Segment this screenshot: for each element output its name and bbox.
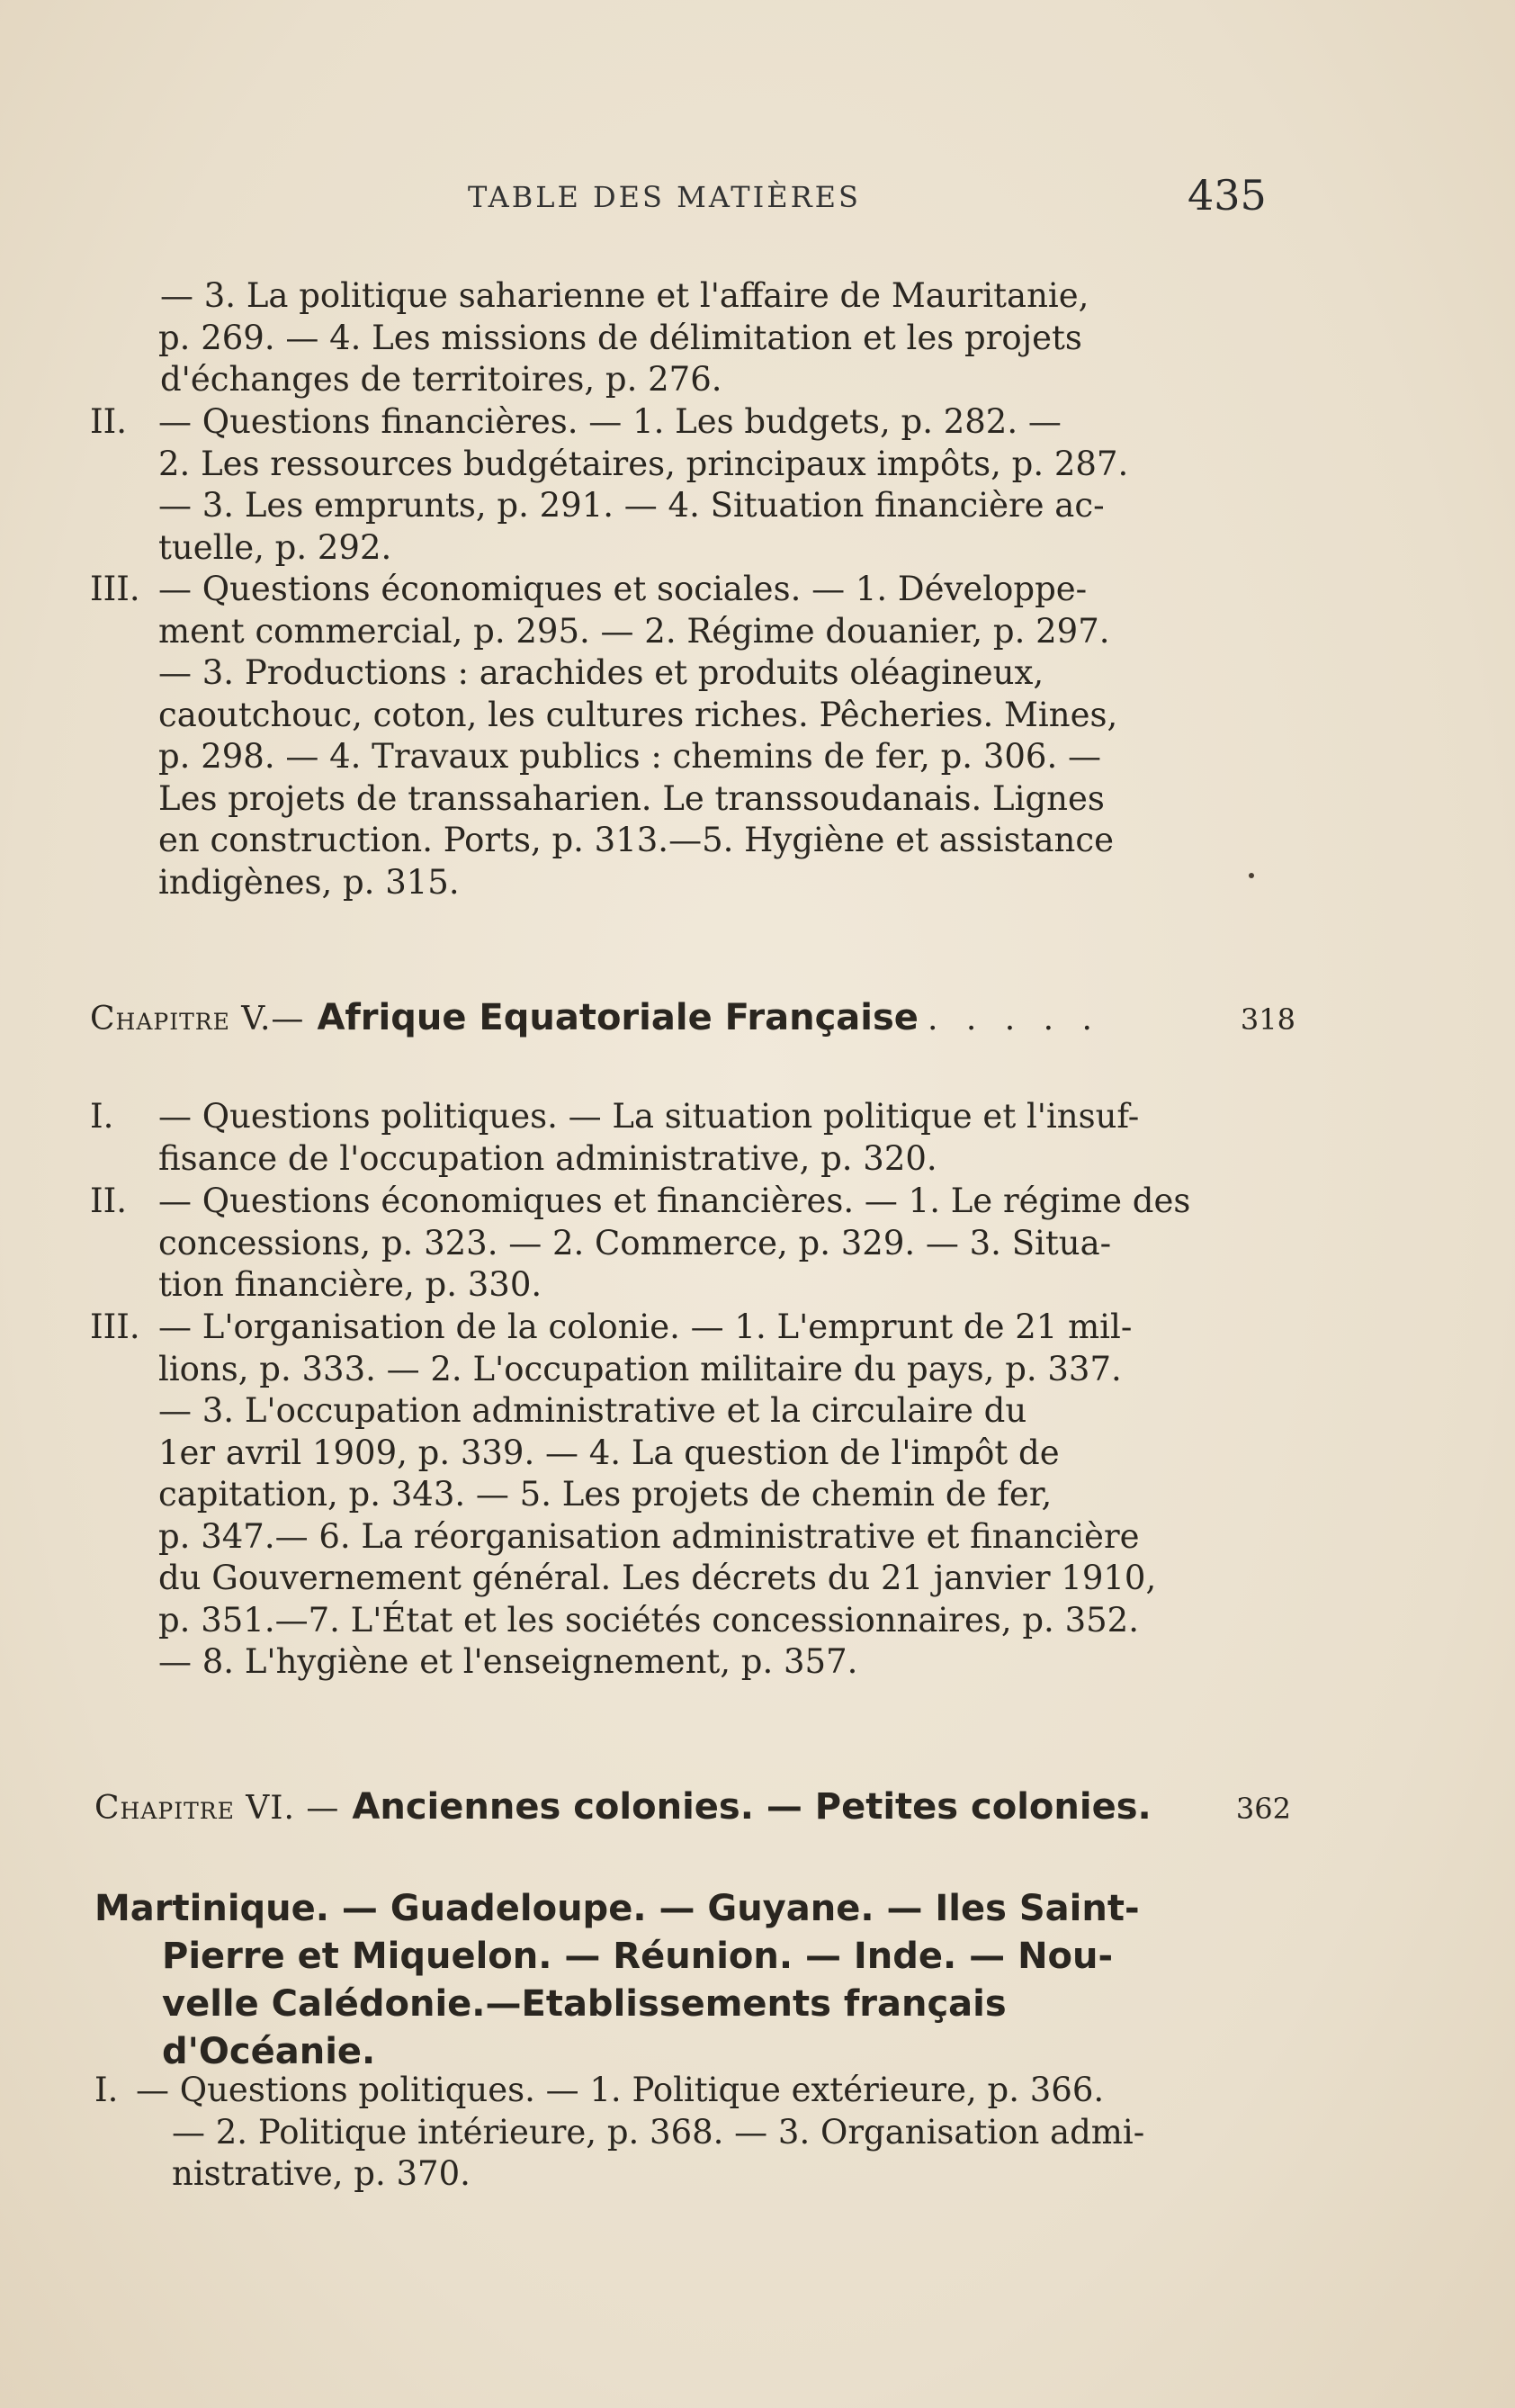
text-line: capitation, p. 343. — 5. Les projets de chemin de fer, [158, 1475, 1053, 1514]
text-line: indigènes, p. 315. [158, 862, 460, 902]
text-line: 2. Les ressources budgétaires, principaux impôts, p. 287. [158, 444, 1129, 483]
text-line: — 8. L'hygiène et l'enseignement, p. 357. [158, 1642, 858, 1681]
section-iii-economic [90, 569, 1206, 903]
text-line: tion financière, p. 330. [158, 1265, 542, 1304]
section-label: III. [90, 570, 140, 608]
text-line: Les projets de transsaharien. Le transsoudanais. Lignes [158, 778, 1105, 818]
text-line: — Questions financières. — 1. Les budgets, p. 282. — [158, 402, 1062, 441]
section-continuation [160, 275, 1276, 401]
chapter-v-heading [90, 997, 1295, 1038]
section-label: III. [90, 1307, 140, 1346]
section-ii-economic [90, 1181, 1206, 1307]
text-line: p. 269. — 4. Les missions de délimitation et les projets [158, 318, 1082, 357]
text-line: — 3. La politique saharienne et l'affaire de Mauritanie, [160, 276, 1089, 315]
text-line: velle Calédonie.—Etablissements français d'Océanie. [162, 1983, 1007, 2072]
text-line: ment commercial, p. 295. — 2. Régime douanier, p. 297. [158, 611, 1110, 651]
leader-dots: . . . . . [927, 1001, 1101, 1038]
chapter-label: Chapitre VI. — [94, 1790, 340, 1827]
text-line: Martinique. — Guadeloupe. — Guyane. — Iles Saint- [94, 1888, 1140, 1929]
text-line: — L'organisation de la colonie. — 1. L'emprunt de 21 mil- [158, 1307, 1133, 1346]
text-line: — Questions économiques et financières. — 1. Le régime des [158, 1182, 1191, 1220]
text-line: — Questions politiques. — 1. Politique extérieure, p. 366. [136, 2071, 1105, 2109]
ink-dot [1249, 873, 1254, 878]
text-line: concessions, p. 323. — 2. Commerce, p. 329. — 3. Situa- [158, 1223, 1112, 1262]
text-line: p. 347.— 6. La réorganisation administrative et financière [158, 1516, 1140, 1556]
text-line: du Gouvernement général. Les décrets du 21 janvier 1910, [158, 1559, 1157, 1597]
text-line: caoutchouc, coton, les cultures riches. Pêcheries. Mines, [158, 695, 1118, 734]
running-header: TABLE DES MATIÈRES [468, 180, 861, 214]
section-i-political [90, 1096, 1206, 1180]
section-label: II. [90, 402, 127, 441]
text-line: en construction. Ports, p. 313.—5. Hygiène et assistance [158, 821, 1114, 859]
text-line: d'échanges de territoires, p. 276. [160, 360, 722, 399]
chapter-page: 362 [1235, 1792, 1291, 1826]
text-line: p. 298. — 4. Travaux publics : chemins de fer, p. 306. — [158, 737, 1101, 776]
section-ii-financial [90, 401, 1206, 569]
section-iii-organisation [90, 1307, 1206, 1684]
text-line: — 2. Politique intérieure, p. 368. — 3. Organisation admi- [172, 2112, 1145, 2152]
text-line: — Questions économiques et sociales. — 1. Développe- [158, 570, 1088, 608]
section-label: I. [94, 2071, 119, 2109]
text-line: — 3. L'occupation administrative et la circulaire du [158, 1391, 1027, 1430]
chapter-title: Afrique Equatoriale Française [317, 997, 919, 1038]
text-line: tuelle, p. 292. [158, 527, 392, 567]
text-line: Pierre et Miquelon. — Réunion. — Inde. — Nou- [162, 1936, 1114, 1977]
chapter-page: 318 [1240, 1002, 1295, 1037]
text-line: — 3. Les emprunts, p. 291. — 4. Situation financière ac- [158, 486, 1105, 525]
section-label: I. [90, 1097, 114, 1136]
text-line: p. 351.—7. L'État et les sociétés concessionnaires, p. 352. [158, 1600, 1139, 1640]
text-line: lions, p. 333. — 2. L'occupation militaire du pays, p. 337. [158, 1349, 1122, 1388]
section-label: II. [90, 1182, 127, 1220]
page-number: 435 [1188, 171, 1267, 220]
chapter-title: Anciennes colonies. — Petites colonies. [352, 1786, 1152, 1828]
colonies-list [94, 1885, 1210, 2076]
text-line: 1er avril 1909, p. 339. — 4. La question de l'impôt de [158, 1433, 1060, 1472]
chapter-label: Chapitre V.— [90, 1001, 305, 1038]
text-line: — 3. Productions : arachides et produits oléagineux, [158, 653, 1044, 692]
text-line: fisance de l'occupation administrative, p. 320. [158, 1138, 937, 1178]
text-line: nistrative, p. 370. [172, 2154, 471, 2193]
section-i-political-vi [94, 2070, 1210, 2196]
chapter-vi-heading [94, 1786, 1291, 1828]
text-line: — Questions politiques. — La situation politique et l'insuf- [158, 1097, 1140, 1136]
